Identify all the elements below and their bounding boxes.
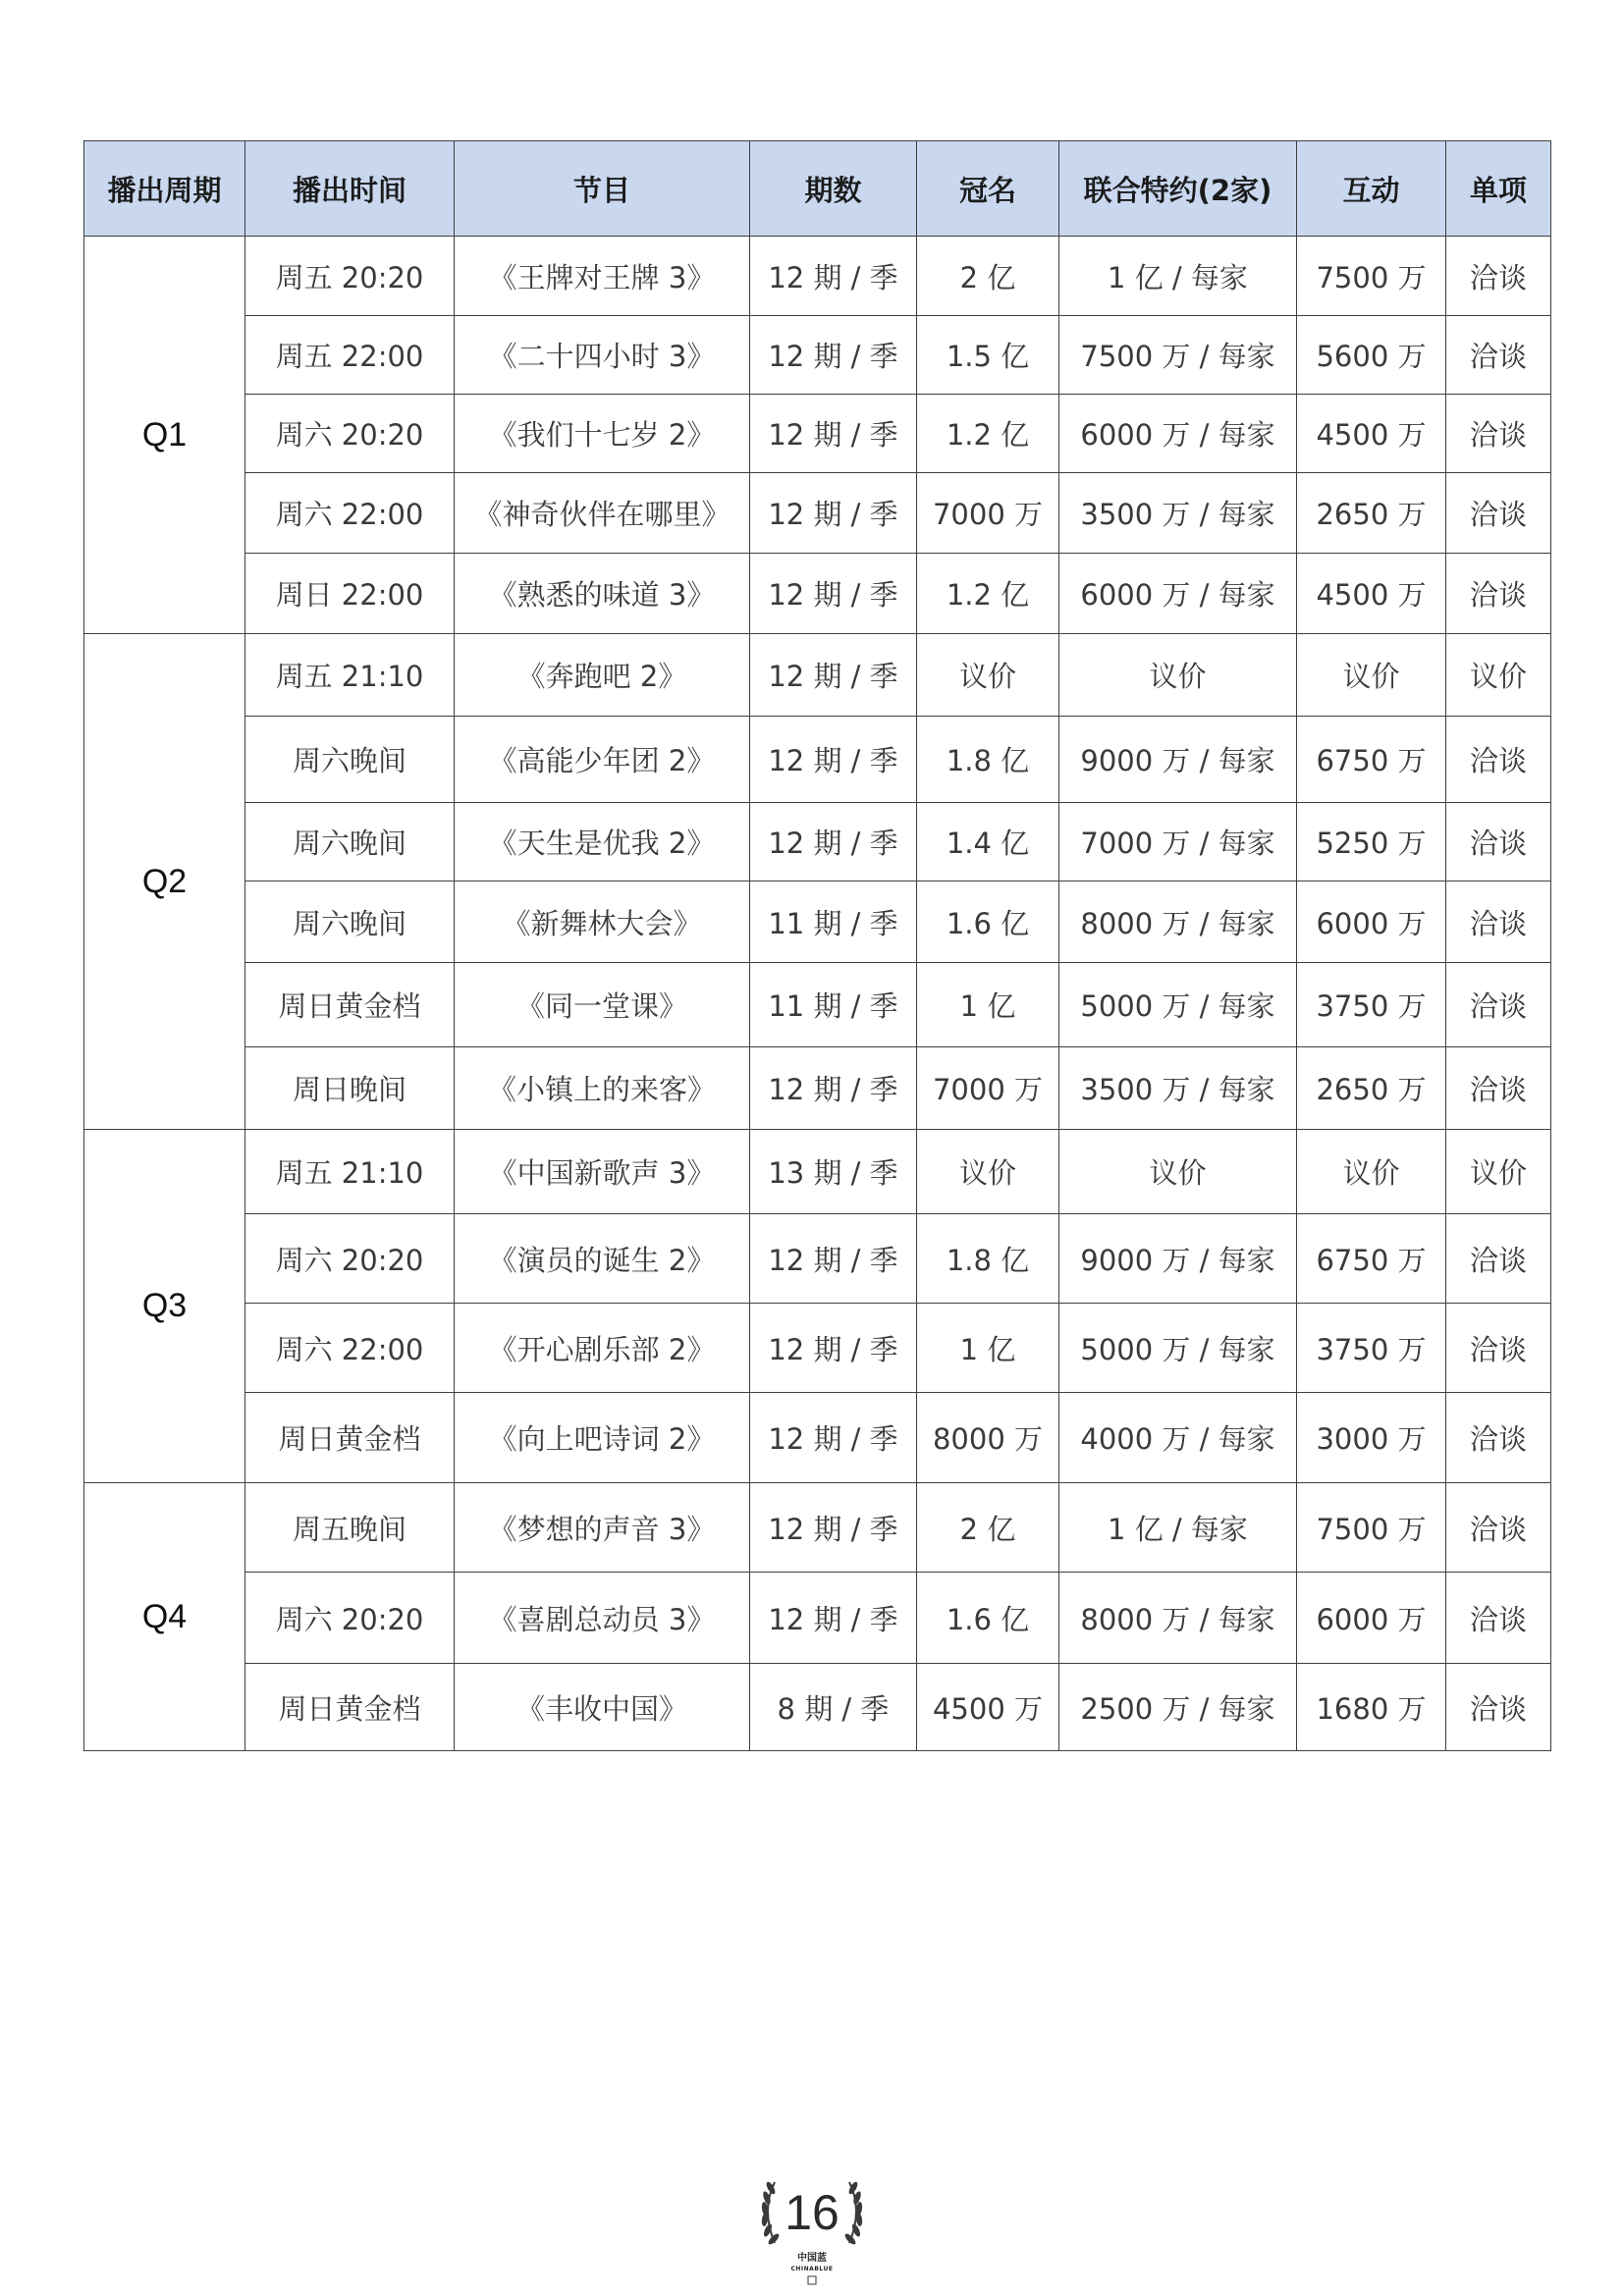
program-cell: 《向上吧诗词 2》 [455,1393,750,1483]
header-episodes: 期数 [750,141,917,237]
interactive-cell: 6750 万 [1297,1214,1446,1304]
episodes-cell: 12 期 / 季 [750,1393,917,1483]
title-sponsor-cell: 议价 [917,634,1059,717]
title-sponsor-cell: 1.8 亿 [917,1214,1059,1304]
co-sponsor-cell: 6000 万 / 每家 [1059,395,1297,473]
title-sponsor-cell: 1.2 亿 [917,554,1059,634]
program-cell: 《天生是优我 2》 [455,803,750,881]
table-row [84,1130,1551,1214]
broadcast-time-cell: 周六晚间 [245,803,455,881]
title-sponsor-cell: 1 亿 [917,1304,1059,1393]
table-row [84,803,1551,881]
table-row [84,1047,1551,1130]
interactive-cell: 5600 万 [1297,316,1446,395]
co-sponsor-cell: 2500 万 / 每家 [1059,1664,1297,1751]
co-sponsor-cell: 7000 万 / 每家 [1059,803,1297,881]
interactive-cell: 3750 万 [1297,963,1446,1047]
episodes-cell: 12 期 / 季 [750,554,917,634]
quarter-label: Q1 [84,237,245,634]
program-cell: 《梦想的声音 3》 [455,1483,750,1573]
broadcast-time-cell: 周六晚间 [245,717,455,803]
single-item-cell: 洽谈 [1446,881,1551,963]
title-sponsor-cell: 议价 [917,1130,1059,1214]
program-cell: 《王牌对王牌 3》 [455,237,750,316]
co-sponsor-cell: 6000 万 / 每家 [1059,554,1297,634]
brand-logo-text-en: CHINABLUE [790,2266,834,2272]
single-item-cell: 洽谈 [1446,316,1551,395]
header-single-item: 单项 [1446,141,1551,237]
table-row [84,881,1551,963]
single-item-cell: 洽谈 [1446,395,1551,473]
quarter-label: Q2 [84,634,245,1130]
program-cell: 《高能少年团 2》 [455,717,750,803]
page-footer [714,2153,910,2290]
co-sponsor-cell: 1 亿 / 每家 [1059,1483,1297,1573]
episodes-cell: 12 期 / 季 [750,1214,917,1304]
episodes-cell: 12 期 / 季 [750,316,917,395]
header-interactive: 互动 [1297,141,1446,237]
episodes-cell: 12 期 / 季 [750,1573,917,1664]
episodes-cell: 12 期 / 季 [750,395,917,473]
interactive-cell: 议价 [1297,1130,1446,1214]
interactive-cell: 6750 万 [1297,717,1446,803]
co-sponsor-cell: 议价 [1059,634,1297,717]
header-co-sponsor: 联合特约(2家) [1059,141,1297,237]
co-sponsor-cell: 8000 万 / 每家 [1059,881,1297,963]
co-sponsor-cell: 8000 万 / 每家 [1059,1573,1297,1664]
title-sponsor-cell: 7000 万 [917,473,1059,554]
table-row [84,473,1551,554]
table-body [84,237,1551,1751]
single-item-cell: 洽谈 [1446,1393,1551,1483]
table-row [84,316,1551,395]
program-cell: 《奔跑吧 2》 [455,634,750,717]
title-sponsor-cell: 4500 万 [917,1664,1059,1751]
interactive-cell: 5250 万 [1297,803,1446,881]
quarter-label: Q3 [84,1130,245,1483]
broadcast-time-cell: 周日黄金档 [245,1393,455,1483]
table-row [84,1304,1551,1393]
ad-pricing-table [83,140,1551,1751]
episodes-cell: 8 期 / 季 [750,1664,917,1751]
episodes-cell: 12 期 / 季 [750,1483,917,1573]
episodes-cell: 12 期 / 季 [750,237,917,316]
table-row [84,1393,1551,1483]
program-cell: 《中国新歌声 3》 [455,1130,750,1214]
header-broadcast-time: 播出时间 [245,141,455,237]
broadcast-time-cell: 周五晚间 [245,1483,455,1573]
co-sponsor-cell: 5000 万 / 每家 [1059,1304,1297,1393]
single-item-cell: 洽谈 [1446,717,1551,803]
program-cell: 《演员的诞生 2》 [455,1214,750,1304]
interactive-cell: 3750 万 [1297,1304,1446,1393]
broadcast-time-cell: 周六 22:00 [245,473,455,554]
single-item-cell: 洽谈 [1446,1483,1551,1573]
title-sponsor-cell: 8000 万 [917,1393,1059,1483]
title-sponsor-cell: 1.2 亿 [917,395,1059,473]
program-cell: 《同一堂课》 [455,963,750,1047]
program-cell: 《神奇伙伴在哪里》 [455,473,750,554]
broadcast-time-cell: 周六晚间 [245,881,455,963]
header-row [84,141,1551,237]
co-sponsor-cell: 7500 万 / 每家 [1059,316,1297,395]
title-sponsor-cell: 1.8 亿 [917,717,1059,803]
co-sponsor-cell: 3500 万 / 每家 [1059,473,1297,554]
single-item-cell: 洽谈 [1446,1573,1551,1664]
broadcast-time-cell: 周六 20:20 [245,1214,455,1304]
broadcast-time-cell: 周日黄金档 [245,963,455,1047]
broadcast-time-cell: 周日黄金档 [245,1664,455,1751]
table-row [84,1573,1551,1664]
co-sponsor-cell: 9000 万 / 每家 [1059,1214,1297,1304]
table-row [84,1214,1551,1304]
program-cell: 《新舞林大会》 [455,881,750,963]
broadcast-time-cell: 周六 22:00 [245,1304,455,1393]
co-sponsor-cell: 5000 万 / 每家 [1059,963,1297,1047]
title-sponsor-cell: 1.6 亿 [917,881,1059,963]
episodes-cell: 12 期 / 季 [750,634,917,717]
interactive-cell: 6000 万 [1297,1573,1446,1664]
co-sponsor-cell: 1 亿 / 每家 [1059,237,1297,316]
broadcast-time-cell: 周五 22:00 [245,316,455,395]
title-sponsor-cell: 2 亿 [917,237,1059,316]
program-cell: 《小镇上的来客》 [455,1047,750,1130]
broadcast-time-cell: 周日晚间 [245,1047,455,1130]
interactive-cell: 7500 万 [1297,1483,1446,1573]
broadcast-time-cell: 周五 20:20 [245,237,455,316]
program-cell: 《二十四小时 3》 [455,316,750,395]
broadcast-time-cell: 周六 20:20 [245,1573,455,1664]
page-number: 16 [785,2185,839,2240]
table-row [84,717,1551,803]
table-row [84,963,1551,1047]
interactive-cell: 6000 万 [1297,881,1446,963]
table-row [84,1483,1551,1573]
title-sponsor-cell: 1 亿 [917,963,1059,1047]
interactive-cell: 议价 [1297,634,1446,717]
co-sponsor-cell: 9000 万 / 每家 [1059,717,1297,803]
single-item-cell: 洽谈 [1446,963,1551,1047]
interactive-cell: 3000 万 [1297,1393,1446,1483]
interactive-cell: 4500 万 [1297,395,1446,473]
single-item-cell: 洽谈 [1446,554,1551,634]
episodes-cell: 12 期 / 季 [750,1047,917,1130]
interactive-cell: 1680 万 [1297,1664,1446,1751]
program-cell: 《丰收中国》 [455,1664,750,1751]
broadcast-time-cell: 周六 20:20 [245,395,455,473]
brand-logo-text: 中国蓝 [797,2253,827,2264]
program-cell: 《开心剧乐部 2》 [455,1304,750,1393]
episodes-cell: 11 期 / 季 [750,881,917,963]
table-row [84,395,1551,473]
table-header [84,141,1551,237]
co-sponsor-cell: 议价 [1059,1130,1297,1214]
header-broadcast-period: 播出周期 [84,141,245,237]
single-item-cell: 洽谈 [1446,473,1551,554]
single-item-cell: 洽谈 [1446,1214,1551,1304]
co-sponsor-cell: 4000 万 / 每家 [1059,1393,1297,1483]
single-item-cell: 洽谈 [1446,237,1551,316]
title-sponsor-cell: 1.4 亿 [917,803,1059,881]
table-row [84,554,1551,634]
table-row [84,237,1551,316]
episodes-cell: 11 期 / 季 [750,963,917,1047]
interactive-cell: 2650 万 [1297,473,1446,554]
program-cell: 《我们十七岁 2》 [455,395,750,473]
program-cell: 《喜剧总动员 3》 [455,1573,750,1664]
episodes-cell: 12 期 / 季 [750,1304,917,1393]
program-cell: 《熟悉的味道 3》 [455,554,750,634]
single-item-cell: 议价 [1446,634,1551,717]
co-sponsor-cell: 3500 万 / 每家 [1059,1047,1297,1130]
single-item-cell: 洽谈 [1446,1664,1551,1751]
episodes-cell: 12 期 / 季 [750,473,917,554]
episodes-cell: 12 期 / 季 [750,803,917,881]
broadcast-time-cell: 周日 22:00 [245,554,455,634]
title-sponsor-cell: 1.6 亿 [917,1573,1059,1664]
broadcast-time-cell: 周五 21:10 [245,634,455,717]
interactive-cell: 7500 万 [1297,237,1446,316]
header-title-sponsor: 冠名 [917,141,1059,237]
table-row [84,634,1551,717]
episodes-cell: 13 期 / 季 [750,1130,917,1214]
header-program: 节目 [455,141,750,237]
title-sponsor-cell: 1.5 亿 [917,316,1059,395]
table-row [84,1664,1551,1751]
single-item-cell: 洽谈 [1446,1047,1551,1130]
quarter-label: Q4 [84,1483,245,1751]
title-sponsor-cell: 7000 万 [917,1047,1059,1130]
single-item-cell: 议价 [1446,1130,1551,1214]
interactive-cell: 4500 万 [1297,554,1446,634]
single-item-cell: 洽谈 [1446,803,1551,881]
broadcast-time-cell: 周五 21:10 [245,1130,455,1214]
title-sponsor-cell: 2 亿 [917,1483,1059,1573]
single-item-cell: 洽谈 [1446,1304,1551,1393]
interactive-cell: 2650 万 [1297,1047,1446,1130]
episodes-cell: 12 期 / 季 [750,717,917,803]
